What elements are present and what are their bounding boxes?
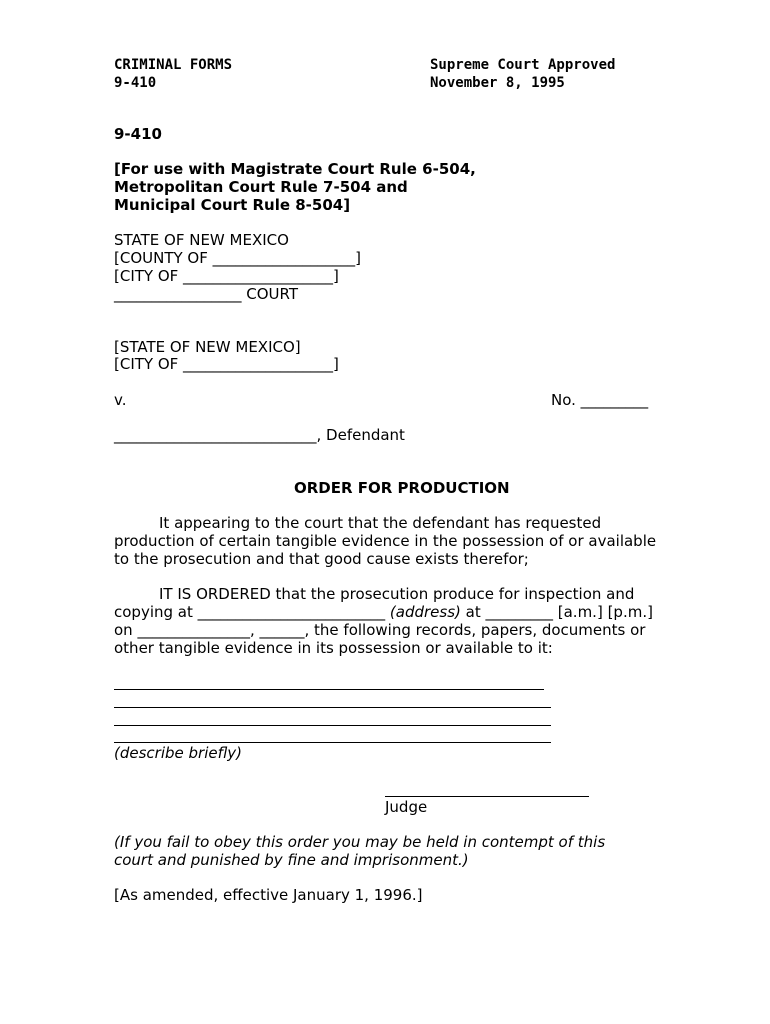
order-paragraph xyxy=(114,585,659,657)
finding-paragraph xyxy=(114,514,659,568)
use-note-line: Metropolitan Court Rule 7-504 and xyxy=(114,178,408,196)
description-line xyxy=(114,725,551,726)
warning-line: (If you fail to obey this order you may be held in contempt of this xyxy=(114,833,606,851)
party-city: [CITY OF ____________________] xyxy=(114,355,339,373)
warning-line: court and punished by fine and imprisonment.) xyxy=(114,851,469,869)
description-line xyxy=(114,742,551,743)
description-line xyxy=(114,689,544,690)
caption-state: STATE OF NEW MEXICO xyxy=(114,231,289,249)
header-approval: Supreme Court Approved xyxy=(430,57,616,73)
header-approval-date: November 8, 1995 xyxy=(430,75,565,91)
description-line xyxy=(114,707,551,708)
party-state: [STATE OF NEW MEXICO] xyxy=(114,338,301,356)
caption-county: [COUNTY OF ___________________] xyxy=(114,249,361,267)
order-text-end: at _________ [a.m.] [p.m.] on _______________, ______, the following records, papers, documents or other tangible evidence in its possession or available to it: xyxy=(114,603,653,657)
order-text-start: IT IS ORDERED that the prosecution produce for inspection and copying at _________________________ xyxy=(114,585,635,621)
defendant-line: ___________________________, Defendant xyxy=(114,426,405,444)
signature-line xyxy=(385,796,589,797)
versus-label: v. xyxy=(114,391,127,409)
describe-hint: (describe briefly) xyxy=(114,744,243,762)
amended-note: [As amended, effective January 1, 1996.] xyxy=(114,886,423,904)
caption-court: _________________ COURT xyxy=(114,285,299,303)
form-number: 9-410 xyxy=(114,125,162,143)
caption-city: [CITY OF ____________________] xyxy=(114,267,339,285)
judge-label: Judge xyxy=(385,798,428,816)
header-form-series: CRIMINAL FORMS xyxy=(114,57,233,73)
order-title: ORDER FOR PRODUCTION xyxy=(294,479,510,497)
header-form-number: 9-410 xyxy=(114,75,157,91)
finding-text: It appearing to the court that the defendant has requested production of certain tangible evidence in the possession of or available to the prosecution and that good cause exists therefor; xyxy=(114,514,657,568)
use-note-line: Municipal Court Rule 8-504] xyxy=(114,196,351,214)
case-number: No. _________ xyxy=(551,391,649,409)
use-note-line: [For use with Magistrate Court Rule 6-504, xyxy=(114,160,476,178)
address-hint: (address) xyxy=(389,603,461,621)
